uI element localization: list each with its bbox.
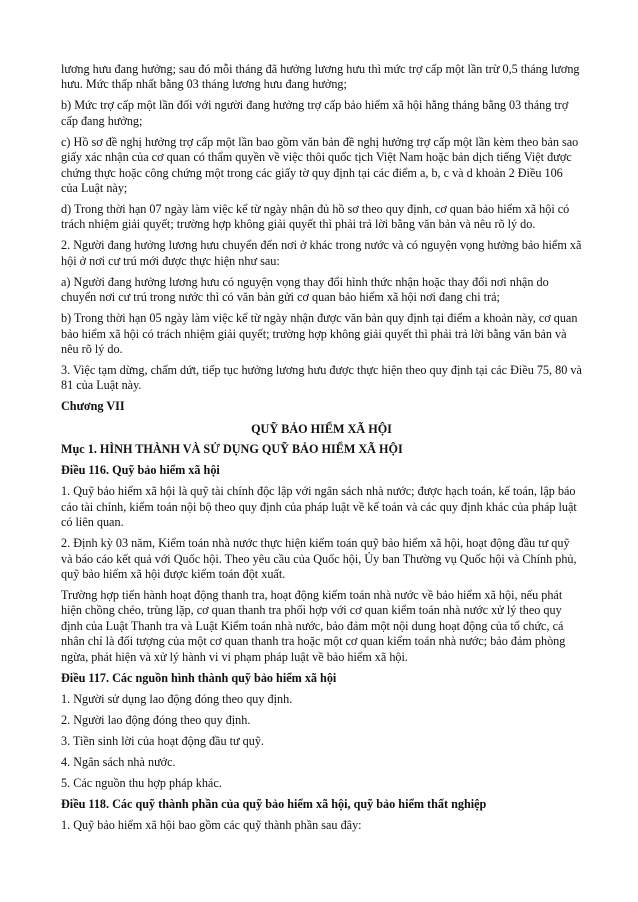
article-116-clause-1: 1. Quỹ bảo hiểm xã hội là quỹ tài chính độc lập với ngân sách nhà nước; được hạch toán, kế toán, lập báo cáo tài chính, kiểm toán nội bộ theo quy định của pháp luật về kế toán và các quy định khác của pháp luật có liên quan. [61, 484, 577, 530]
article-118-heading: Điều 118. Các quỹ thành phần của quỹ bảo hiểm xã hội, quỹ bảo hiểm thất nghiệp [61, 796, 487, 811]
paragraph-pension-lump-sum-cont: lương hưu đang hưởng; sau đó mỗi tháng đã hưởng lương hưu thì mức trợ cấp một lần trừ 0,5 tháng lương hưu. Mức thấp nhất bằng 03 tháng lương hưu đang hưởng; [61, 62, 580, 92]
paragraph-clause-2-point-b: b) Trong thời hạn 05 ngày làm việc kể từ ngày nhận được văn bản quy định tại điểm a khoản này, cơ quan bảo hiểm xã hội có trách nhiệm giải quyết; trường hợp không giải quyết thì phải trả lời bằng văn bản và nêu rõ lý do. [61, 311, 578, 357]
section-title: Mục 1. HÌNH THÀNH VÀ SỬ DỤNG QUỸ BẢO HIỂM XÃ HỘI [61, 442, 403, 457]
article-117-item: 1. Người sử dụng lao động đóng theo quy định. [61, 691, 293, 706]
article-117-item: 3. Tiền sinh lời của hoạt động đầu tư quỹ. [61, 733, 264, 748]
article-117-item: 4. Ngân sách nhà nước. [61, 754, 176, 769]
paragraph-point-b: b) Mức trợ cấp một lần đối với người đang hưởng trợ cấp bảo hiểm xã hội hằng tháng bằng 03 tháng trợ cấp đang hưởng; [61, 98, 569, 128]
article-117-heading: Điều 117. Các nguồn hình thành quỹ bảo hiểm xã hội [61, 670, 337, 685]
article-118-clause-1: 1. Quỹ bảo hiểm xã hội bao gồm các quỹ thành phần sau đây: [61, 817, 362, 832]
article-116-clause-2-cont: Trường hợp tiến hành hoạt động thanh tra, hoạt động kiểm toán nhà nước về bảo hiểm xã hội, nếu phát hiện chồng chéo, trùng lặp, cơ quan thanh tra phối hợp với cơ quan kiểm toán nhà nước xử lý theo quy định của Luật Thanh tra và Luật Kiểm toán nhà nước, bảo đảm một nội dung hoạt động của tổ chức, cá nhân chỉ là đối tượng của một cơ quan thanh tra hoặc một cơ quan kiểm toán nhà nước; bảo đảm phòng ngừa, phát hiện và xử lý hành vi vi phạm pháp luật về bảo hiểm xã hội. [61, 587, 566, 664]
paragraph-clause-3: 3. Việc tạm dừng, chấm dứt, tiếp tục hưởng lương hưu được thực hiện theo quy định tại các Điều 75, 80 và 81 của Luật này. [61, 363, 582, 393]
article-116-clause-2: 2. Định kỳ 03 năm, Kiểm toán nhà nước thực hiện kiểm toán quỹ bảo hiểm xã hội, hoạt động đầu tư quỹ và báo cáo kết quả với Quốc hội. Theo yêu cầu của Quốc hội, Ủy ban Thường vụ Quốc hội và Chính phủ, quỹ bảo hiểm xã hội được kiểm toán đột xuất. [61, 536, 577, 581]
article-116-heading: Điều 116. Quỹ bảo hiểm xã hội [61, 463, 220, 478]
paragraph-clause-2-point-a: a) Người đang hưởng lương hưu có nguyện vọng thay đổi hình thức nhận hoặc thay đổi nơi nhận do chuyển nơi cư trú trong nước thì có văn bản gửi cơ quan bảo hiểm xã hội nơi đang chi trả; [61, 274, 549, 305]
article-117-item: 2. Người lao động đóng theo quy định. [61, 712, 251, 727]
article-117-item: 5. Các nguồn thu hợp pháp khác. [61, 775, 222, 790]
paragraph-point-d: d) Trong thời hạn 07 ngày làm việc kể từ ngày nhận đủ hồ sơ theo quy định, cơ quan bảo hiểm xã hội có trách nhiệm giải quyết; trường hợp không giải quyết thì phải trả lời bằng văn bản và nêu rõ lý do. [61, 202, 570, 232]
paragraph-point-c: c) Hồ sơ đề nghị hưởng trợ cấp một lần bao gồm văn bản đề nghị hưởng trợ cấp một lần kèm theo bản sao giấy xác nhận của cơ quan có thẩm quyền về việc thôi quốc tịch Việt Nam hoặc bản dịch tiếng Việt được chứng thực hoặc công chứng một trong các giấy tờ quy định tại các điểm a, b, c và d khoản 2 Điều 106 của Luật này; [61, 134, 579, 196]
chapter-label: Chương VII [61, 399, 125, 414]
paragraph-clause-2: 2. Người đang hưởng lương hưu chuyển đến nơi ở khác trong nước và có nguyện vọng hưởng bảo hiểm xã hội ở nơi cư trú mới được thực hiện như sau: [61, 238, 582, 268]
chapter-title: QUỸ BẢO HIỂM XÃ HỘI [251, 421, 392, 436]
